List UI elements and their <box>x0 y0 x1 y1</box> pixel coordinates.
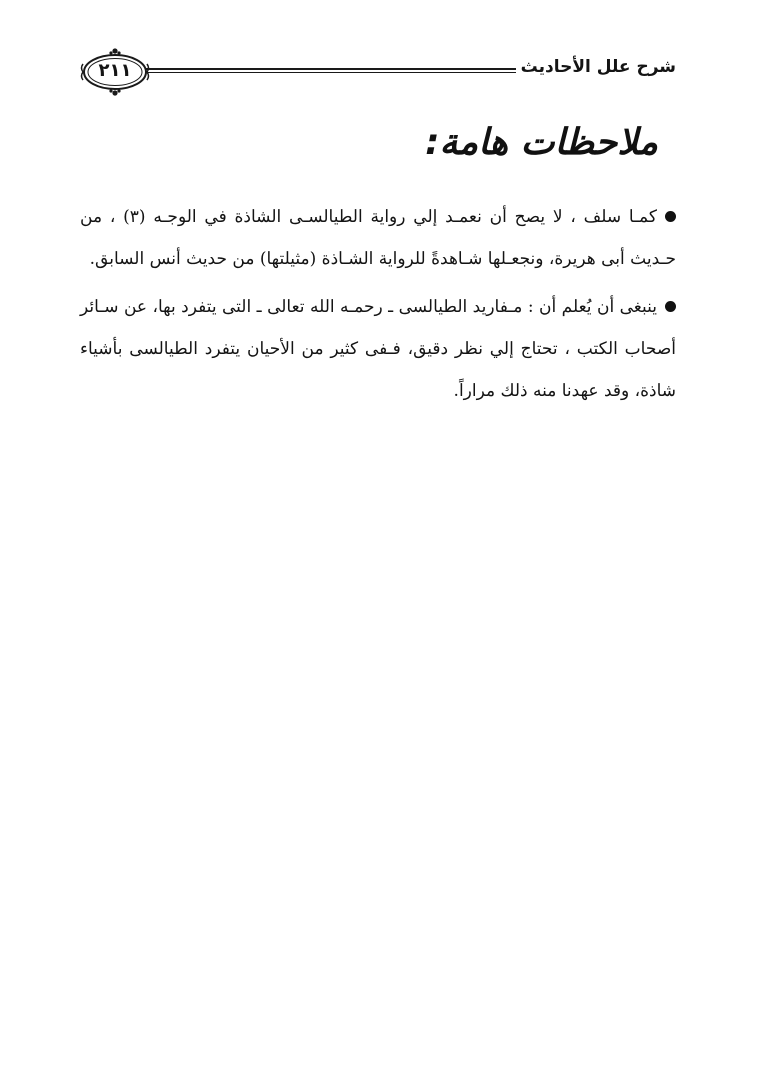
header-rule-thin <box>146 72 516 73</box>
paragraph-2 <box>80 286 676 412</box>
book-title: شرح علل الأحاديث <box>520 57 676 77</box>
running-header <box>80 44 676 104</box>
body-text <box>80 196 676 418</box>
page-number: ٢١١ <box>98 60 132 81</box>
page-number-ornament <box>80 44 150 100</box>
paragraph-text: كمـا سلف ، لا يصح أن نعمـد إلي رواية الطيالسـى الشاذة في الوجـه (٣) ، من حـديث أبى هريرة، ونجعـلها شـاهدةً للرواية الشـاذة (مثيلتها) من حديث أنس السابق. <box>80 207 676 269</box>
header-rule <box>146 68 516 70</box>
bullet-icon <box>665 211 676 222</box>
paragraph-1 <box>80 196 676 280</box>
bullet-icon <box>665 301 676 312</box>
section-heading: ملاحظات هامة: <box>425 122 658 163</box>
paragraph-text: ينبغى أن يُعلم أن : مـفاريد الطيالسى ـ رحمـه الله تعالى ـ التى يتفرد بها، عن سـائر أصحاب الكتب ، تحتاج إلي نظر دقيق، فـفى كثير من الأحيان يتفرد الطيالسى بأشياء شاذة، وقد عهدنا منه ذلك مراراً. <box>80 297 676 401</box>
